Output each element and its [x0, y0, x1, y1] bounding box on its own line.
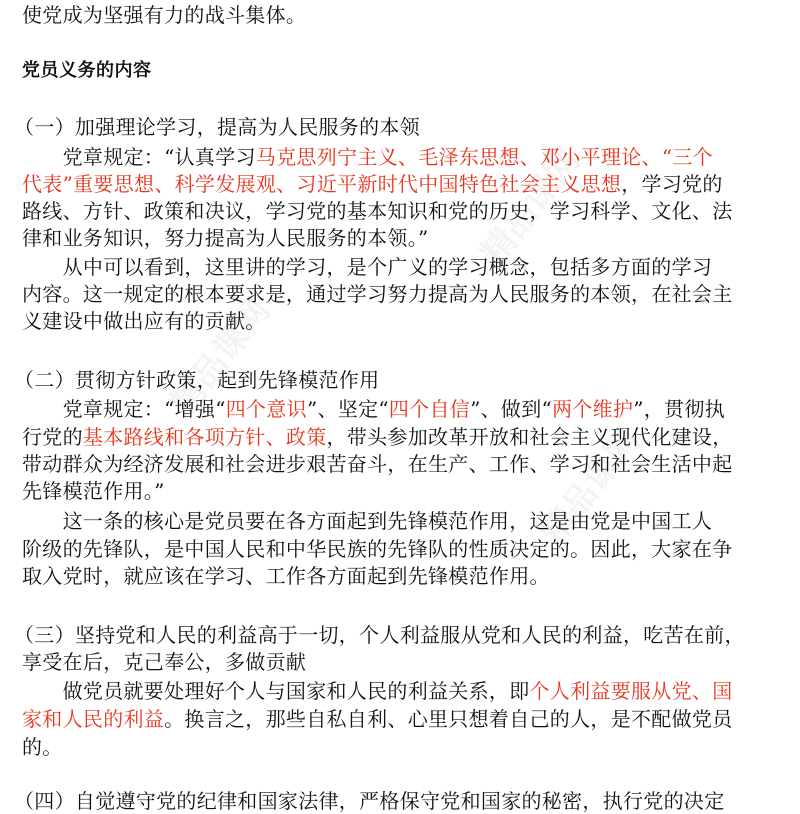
paragraph-line: [22, 678, 733, 704]
subsection-title-2: （二）贯彻方针政策，起到先锋模范作用: [14, 368, 380, 392]
highlighted-text: 四个自信: [388, 397, 471, 421]
subsection-title-1: （一）加强理论学习，提高为人民服务的本领: [14, 115, 420, 139]
text-span: 行党的: [22, 425, 83, 449]
text-span: 。换言之，那些自私自利、心里只想着自己的人，是不配做党员: [164, 707, 733, 731]
paragraph-line: [22, 424, 733, 450]
highlighted-text: 两个维护: [552, 397, 634, 421]
text-line: 使党成为坚强有力的战斗集体。: [22, 3, 307, 27]
subsection-title-3-cont: 享受在后，克己奉公，多做贡献: [22, 650, 307, 674]
subsection-title-3: （三）坚持党和人民的利益高于一切，个人利益服从党和人民的利益，吃苦在前，: [14, 623, 745, 647]
text-span: 党章规定：“认真学习: [22, 145, 256, 169]
paragraph-line: [22, 144, 713, 170]
text-span: ”、做到“: [470, 397, 553, 421]
paragraph-line: 路线、方针、政策和决议，学习党的基本知识和党的历史，学习科学、文化、法: [22, 199, 733, 223]
paragraph-line: 的。: [22, 735, 63, 759]
highlighted-text: 家和人民的利益: [22, 707, 165, 731]
paragraph-line: 阶级的先锋队，是中国人民和中华民族的先锋队的性质决定的。因此，大家在争: [22, 537, 733, 561]
paragraph-line: 义建设中做出应有的贡献。: [22, 309, 266, 333]
subsection-title-4-partial: （四）自觉遵守党的纪律和国家法律，严格保守党和国家的秘密，执行党的决定: [14, 789, 725, 813]
paragraph-line: [22, 396, 725, 422]
paragraph-line: [22, 706, 733, 732]
text-span: ”，贯彻执: [633, 397, 725, 421]
text-span: ”、坚定“: [306, 397, 389, 421]
text-span: ，带头参加改革开放和社会主义现代化建设，: [326, 425, 733, 449]
highlighted-text: 基本路线和各项方针、政策: [82, 425, 327, 449]
text-span: ，学习党的: [621, 172, 723, 196]
text-span: 党章规定：“增强“: [22, 397, 226, 421]
paragraph-line: 律和业务知识，努力提高为人民服务的本领。”: [22, 226, 429, 250]
highlighted-text: 个人利益要服从党、国: [529, 679, 733, 703]
text-span: 做党员就要处理好个人与国家和人民的利益关系，即: [22, 679, 530, 703]
paragraph-line: 这一条的核心是党员要在各方面起到先锋模范作用，这是由党是中国工人: [22, 509, 713, 533]
highlighted-text: 代表”重要思想、科学发展观、习近平新时代中国特色社会主义思想: [22, 172, 622, 196]
paragraph-line: [22, 171, 723, 197]
paragraph-line: 取入党时，就应该在学习、工作各方面起到先锋模范作用。: [22, 564, 550, 588]
paragraph-line: 带动群众为经济发展和社会进步艰苦奋斗，在生产、工作、学习和社会生活中起: [22, 452, 733, 476]
highlighted-text: 四个意识: [225, 397, 307, 421]
paragraph-line: 先锋模范作用。”: [22, 479, 165, 503]
paragraph-line: 内容。这一规定的根本要求是，通过学习努力提高为人民服务的本领，在社会主: [22, 282, 733, 306]
paragraph-line: 从中可以看到，这里讲的学习，是个广义的学习概念，包括多方面的学习: [22, 255, 713, 279]
highlighted-text: 马克思列宁主义、毛泽东思想、邓小平理论、“三个: [255, 145, 713, 169]
section-heading: 党员义务的内容: [22, 60, 152, 81]
